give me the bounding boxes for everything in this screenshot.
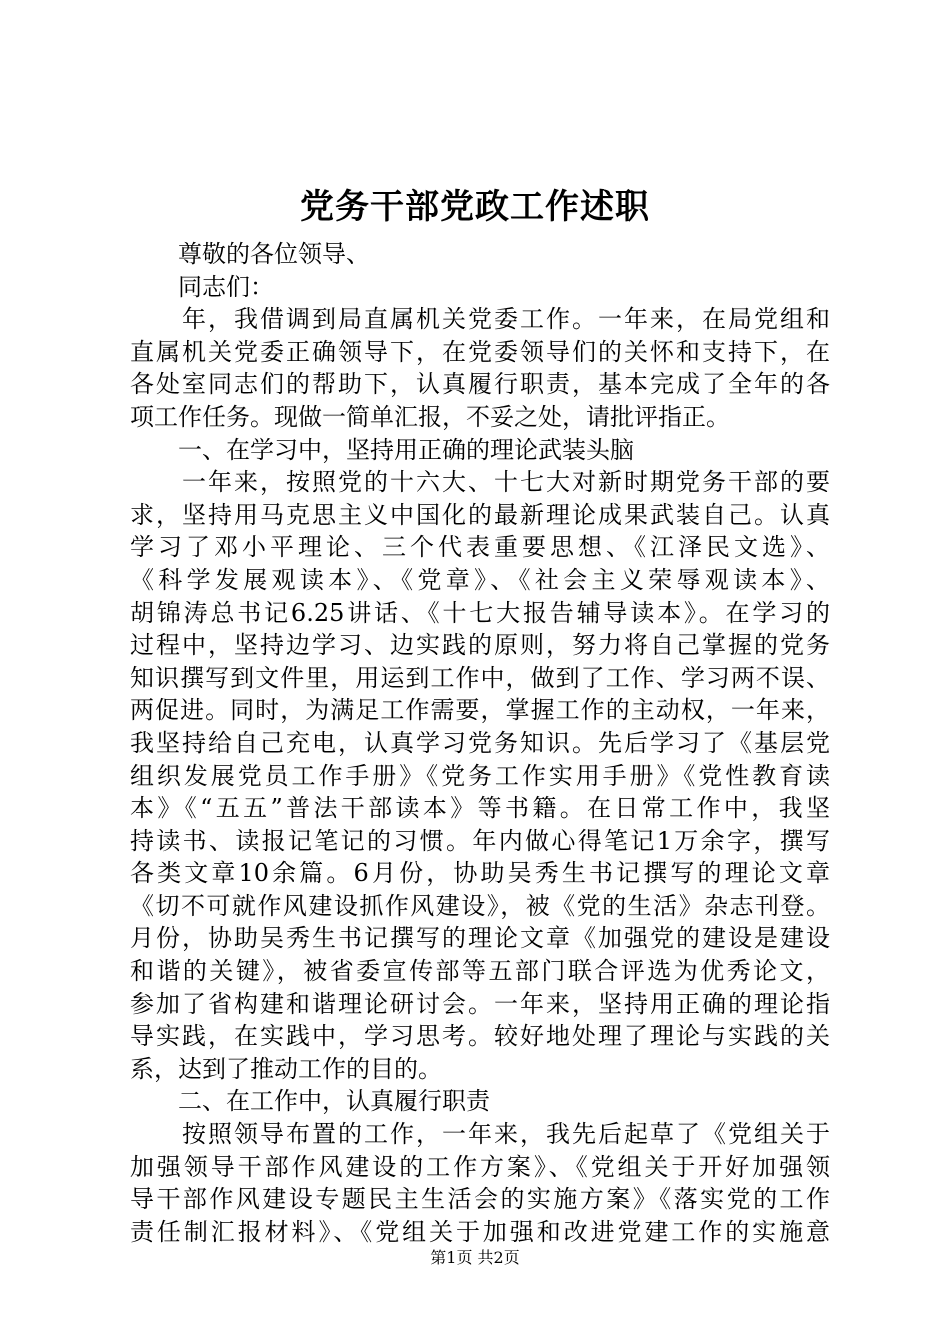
paragraph-line: 知识撰写到文件里，用运到工作中，做到了工作、学习两不误、 [130, 663, 830, 692]
paragraph-line: 年，我借调到局直属机关党委工作。一年来，在局党组和 [130, 305, 830, 334]
paragraph-line: 参加了省构建和谐理论研讨会。一年来，坚持用正确的理论指 [130, 989, 830, 1018]
paragraph-line: 系，达到了推动工作的目的。 [130, 1054, 442, 1083]
section-heading-2: 二、在工作中，认真履行职责 [130, 1087, 490, 1116]
paragraph-line: 胡锦涛总书记6.25讲话、《十七大报告辅导读本》。在学习的 [130, 598, 830, 627]
paragraph-line: 组织发展党员工作手册》《党务工作实用手册》《党性教育读 [130, 761, 830, 790]
paragraph-line: 一年来，按照党的十六大、十七大对新时期党务干部的要 [130, 468, 830, 497]
paragraph-line: 学习了邓小平理论、三个代表重要思想、《江泽民文选》、 [130, 533, 830, 562]
paragraph-line: 各类文章10余篇。6月份，协助吴秀生书记撰写的理论文章 [130, 859, 830, 888]
paragraph-line: 求，坚持用马克思主义中国化的最新理论成果武装自己。认真 [130, 500, 830, 529]
document-title: 党务干部党政工作述职 [300, 187, 650, 227]
paragraph-line: 直属机关党委正确领导下，在党委领导们的关怀和支持下，在 [130, 337, 830, 366]
paragraph-line: 按照领导布置的工作，一年来，我先后起草了《党组关于 [130, 1120, 830, 1149]
paragraph-line: 《科学发展观读本》、《党章》、《社会主义荣辱观读本》、 [130, 565, 830, 594]
paragraph-line: 过程中，坚持边学习、边实践的原则，努力将自己掌握的党务 [130, 631, 830, 660]
paragraph-line: 《切不可就作风建设抓作风建设》，被《党的生活》杂志刊登。 [130, 891, 830, 920]
paragraph-line: 和谐的关键》，被省委宣传部等五部门联合评选为优秀论文， [130, 957, 830, 986]
paragraph-line: 我坚持给自己充电，认真学习党务知识。先后学习了《基层党 [130, 728, 830, 757]
paragraph-line: 导实践，在实践中，学习思考。较好地处理了理论与实践的关 [130, 1022, 830, 1051]
paragraph-line: 两促进。同时，为满足工作需要，掌握工作的主动权，一年来， [130, 696, 830, 725]
paragraph-line: 持读书、读报记笔记的习惯。年内做心得笔记1万余字，撰写 [130, 826, 830, 855]
salutation-line-2: 同志们： [130, 272, 274, 301]
page-footer: 第1页 共2页 [430, 1248, 520, 1267]
paragraph-line: 各处室同志们的帮助下，认真履行职责，基本完成了全年的各 [130, 370, 830, 399]
paragraph-line: 项工作任务。现做一简单汇报，不妥之处，请批评指正。 [130, 402, 730, 431]
paragraph-line: 导干部作风建设专题民主生活会的实施方案》《落实党的工作 [130, 1185, 830, 1214]
salutation-line-1: 尊敬的各位领导、 [130, 240, 370, 268]
section-heading-1: 一、在学习中，坚持用正确的理论武装头脑 [130, 435, 634, 464]
paragraph-line: 月份，协助吴秀生书记撰写的理论文章《加强党的建设是建设 [130, 924, 830, 953]
paragraph-line: 加强领导干部作风建设的工作方案》、《党组关于开好加强领 [130, 1152, 830, 1181]
document-body [130, 238, 830, 1248]
paragraph-line: 本》《“五五”普法干部读本》等书籍。在日常工作中，我坚 [130, 794, 830, 823]
paragraph-line: 责任制汇报材料》、《党组关于加强和改进党建工作的实施意 [130, 1217, 830, 1246]
